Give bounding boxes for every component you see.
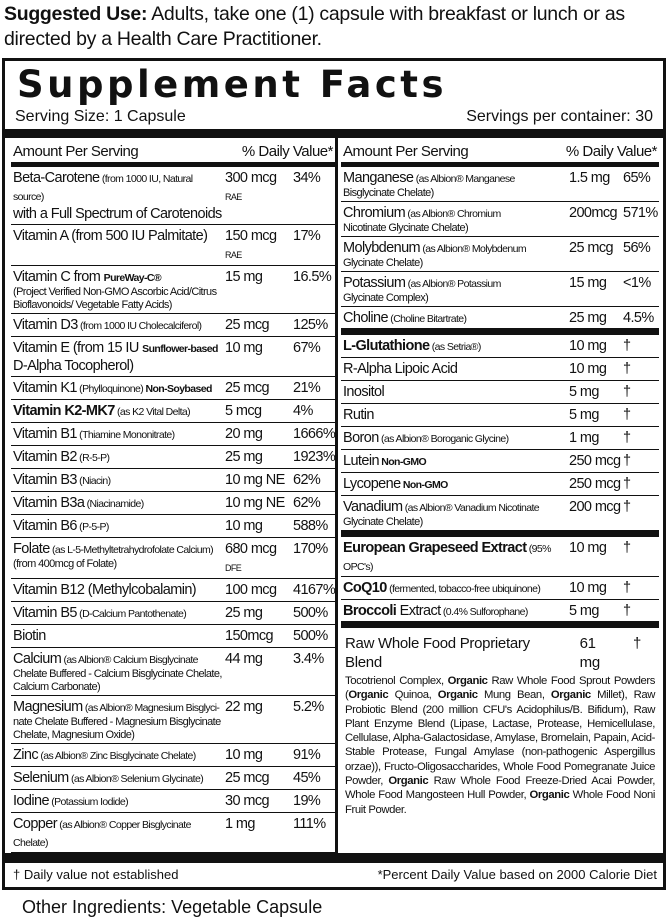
name-text: (from 1000 IU, Natural source)	[13, 173, 193, 203]
nutrient-row	[341, 307, 659, 335]
nutrient-name	[13, 169, 225, 223]
name-text: Vitamin B2	[13, 449, 77, 465]
name-text: Zinc	[13, 747, 38, 763]
name-text: (95% OPC's)	[343, 543, 551, 573]
amount-unit: RAE	[225, 250, 242, 260]
name-text: (from 500 IU Palmitate)	[67, 228, 208, 244]
panel-title: Supplement Facts	[17, 63, 448, 106]
name-text: Copper	[13, 816, 57, 832]
daily-value: 91%	[293, 747, 321, 763]
column-header	[341, 140, 659, 162]
nutrient-row	[341, 237, 659, 272]
amount: 25 mcg	[225, 770, 269, 786]
amount-header: Amount Per Serving	[343, 142, 469, 160]
daily-value: 62%	[293, 472, 321, 488]
daily-value: †	[623, 476, 631, 492]
ingredient-text: Millet), Raw Probiotic Blend (200 million CFU's Acidophilus/B. Bifidum), Raw Plant Enzyme Blend (Lipase, Lactase, Protease, Hemicellulase, Cellulase, Alpha-Galactosidase, Amylase, Bromelain, Papain, Acid-Stable Protease, Fungal Amylase (non-pathogenic Aspergillus orzae)), Fructo-Oligosaccharides, Whole Food Pomegranate Juice Powder,	[345, 689, 655, 788]
nutrient-name	[343, 475, 569, 493]
daily-value: 588%	[293, 518, 328, 534]
name-text: Vitamin B1	[13, 426, 77, 442]
ingredient-text: Raw Whole Food Freeze-Dried Acai Powder, Whole Food Mangosteen Hull Powder,	[345, 775, 656, 802]
name-text: Non-Soybased	[145, 383, 212, 395]
nutrient-name	[13, 540, 225, 571]
amount: 300 mcg RAE	[225, 170, 277, 202]
nutrient-name	[343, 239, 569, 270]
nutrient-row	[341, 450, 659, 473]
amount: 30 mcg	[225, 793, 269, 809]
name-line: with a Full Spectrum of Carotenoids	[13, 206, 222, 222]
nutrient-columns	[5, 138, 663, 853]
name-text: Non-GMO	[378, 456, 427, 468]
nutrient-row	[11, 423, 335, 446]
amount-header: Amount Per Serving	[13, 142, 139, 160]
nutrient-name	[13, 494, 225, 512]
daily-value: 62%	[293, 495, 321, 511]
nutrient-row	[11, 648, 335, 696]
daily-value: 571%	[623, 205, 658, 221]
name-text: CoQ10	[343, 580, 387, 596]
amount: 680 mcg DFE	[225, 541, 277, 573]
name-text: Calcium	[13, 651, 62, 667]
amount: 10 mg	[225, 747, 263, 763]
nutrient-row	[341, 167, 659, 202]
amount: 250 mcg	[569, 453, 621, 469]
name-text: from	[70, 269, 104, 285]
serving-line	[5, 107, 663, 127]
nutrient-row	[341, 600, 659, 628]
nutrient-name	[13, 815, 225, 851]
nutrient-row	[341, 381, 659, 404]
name-text: (as Albion® Selenium Glycinate)	[68, 773, 204, 785]
nutrient-row	[11, 744, 335, 767]
ingredient-text: Organic	[348, 689, 389, 702]
name-text: (fermented, tobacco-free ubiquinone)	[386, 583, 541, 595]
name-text: (as Albion® Zinc Bisglycinate Chelate)	[38, 750, 196, 762]
nutrient-name	[343, 579, 569, 597]
amount: 15 mg	[225, 269, 263, 285]
nutrient-row	[11, 602, 335, 625]
amount: 200mcg	[569, 205, 617, 221]
divider-bar	[5, 853, 663, 863]
nutrient-row	[341, 473, 659, 496]
name-text: Broccoli	[343, 603, 397, 619]
daily-value: 34%	[293, 170, 321, 186]
nutrient-row	[11, 767, 335, 790]
ingredient-text: Whole Food Noni Fruit Powder.	[345, 789, 655, 816]
nutrient-row	[11, 314, 335, 337]
footnotes	[5, 863, 663, 887]
amount: 200 mcg	[569, 499, 621, 515]
proprietary-blend	[341, 628, 659, 823]
nutrient-name	[343, 406, 569, 424]
daily-value: †	[623, 580, 631, 596]
amount: 5 mg	[569, 407, 599, 423]
name-detail: (from 400mcg of Folate)	[13, 558, 117, 570]
daily-value: 500%	[293, 628, 328, 644]
amount: 150 mcg RAE	[225, 228, 277, 260]
name-text: Non-GMO	[400, 479, 448, 491]
daily-value: 67%	[293, 340, 321, 356]
name-text: L-Glutathione	[343, 338, 430, 354]
nutrient-row	[11, 377, 335, 400]
suggested-use	[0, 0, 668, 52]
ingredient-text: Organic	[388, 775, 429, 788]
blend-dv: †	[632, 635, 641, 652]
amount: 10 mg	[225, 518, 263, 534]
amount: 10 mg NE	[225, 472, 285, 488]
nutrient-row	[341, 272, 659, 307]
nutrient-row	[11, 167, 335, 225]
nutrient-name	[13, 227, 225, 245]
amount-unit: RAE	[225, 192, 242, 202]
right-nutrient-column	[341, 138, 659, 853]
daily-value: †	[623, 384, 631, 400]
nutrient-name	[13, 268, 225, 312]
nutrient-name	[343, 539, 569, 575]
name-text: Manganese	[343, 170, 414, 186]
nutrient-name	[343, 309, 569, 327]
dv-header: % Daily Value*	[241, 142, 333, 160]
nutrient-row	[341, 202, 659, 237]
name-text: Folate	[13, 541, 50, 557]
servings-per-container: Servings per container: 30	[466, 108, 653, 125]
amount: 10 mg	[569, 540, 607, 556]
nutrient-row	[11, 492, 335, 515]
nutrient-name	[343, 204, 569, 235]
amount: 1 mg	[225, 816, 255, 832]
name-text: (Choline Bitartrate)	[387, 313, 467, 325]
daily-value: 17%	[293, 228, 321, 244]
amount: 5 mcg	[225, 403, 262, 419]
amount: 15 mg	[569, 275, 607, 291]
amount: 44 mg	[225, 651, 263, 667]
nutrient-name	[13, 471, 225, 489]
name-text: Vitamin B5	[13, 605, 77, 621]
ingredient-text: Raw Whole Food Sprout Powders (	[345, 675, 655, 702]
name-text: Vitamin B12	[13, 582, 85, 598]
amount: 10 mg	[569, 361, 607, 377]
left-nutrient-column	[11, 138, 338, 853]
name-text: R-Alpha Lipoic Acid	[343, 361, 458, 377]
nutrient-name	[13, 425, 225, 443]
daily-value: †	[623, 603, 631, 619]
daily-value: 1923%	[293, 449, 336, 465]
name-text: (from 1000 IU Cholecalciferol)	[77, 320, 202, 332]
daily-value: †	[623, 430, 631, 446]
nutrient-row	[341, 427, 659, 450]
name-text: Vitamin K2-MK7	[13, 403, 115, 419]
name-text: Boron	[343, 430, 379, 446]
name-text: European Grapeseed Extract	[343, 540, 527, 556]
nutrient-row	[341, 537, 659, 577]
amount: 25 mg	[225, 449, 263, 465]
name-text: (as Albion® Potassium	[405, 278, 501, 290]
name-text: Vitamin B3a	[13, 495, 85, 511]
nutrient-name	[13, 746, 225, 764]
name-text: Vitamin E	[13, 340, 70, 356]
blend-name: Raw Whole Food Proprietary Blend	[345, 635, 530, 671]
nutrient-name	[13, 402, 225, 420]
nutrient-row	[11, 515, 335, 538]
name-detail: Glycinate Complex)	[343, 292, 429, 304]
nutrient-row	[11, 225, 335, 266]
nutrient-row	[11, 579, 335, 602]
nutrient-row	[341, 335, 659, 358]
name-text: Magnesium	[13, 699, 83, 715]
name-text: Vitamin D3	[13, 317, 78, 333]
name-text: Selenium	[13, 770, 69, 786]
name-text: (as K2 Vital Delta)	[114, 406, 191, 418]
name-text: Rutin	[343, 407, 374, 423]
nutrient-name	[343, 360, 569, 378]
name-detail: Chelate Buffered - Calcium Bisglycinate Chelate, Calcium Carbonate)	[13, 668, 222, 693]
name-text: Vitamin B3	[13, 472, 77, 488]
daily-value: 45%	[293, 770, 321, 786]
amount: 10 mg	[569, 338, 607, 354]
nutrient-name	[13, 627, 225, 645]
ingredient-text: Organic	[437, 689, 478, 702]
name-text: (Thiamine Mononitrate)	[76, 429, 175, 441]
name-text: Potassium	[343, 275, 406, 291]
name-text: (R-5-P)	[76, 452, 110, 464]
amount: 100 mcg	[225, 582, 277, 598]
name-detail: Nicotinate Glycinate Chelate)	[343, 222, 469, 234]
name-text: (as Albion® Molybdenum	[420, 243, 527, 255]
name-detail: nate Chelate Buffered - Magnesium Bisglycinate Chelate, Magnesium Oxide)	[13, 716, 221, 741]
daily-value: 16.5%	[293, 269, 332, 285]
daily-value: 111%	[293, 816, 326, 832]
name-text: (Niacin)	[76, 475, 111, 487]
daily-value: †	[623, 453, 631, 469]
nutrient-row	[11, 625, 335, 648]
serving-size: Serving Size: 1 Capsule	[15, 108, 186, 125]
name-text: (as Albion® Chromium	[405, 208, 501, 220]
nutrient-row	[11, 337, 335, 377]
name-text: Vitamin C	[13, 269, 71, 285]
daily-value: †	[623, 540, 631, 556]
nutrient-name	[343, 337, 569, 355]
name-text: Beta-Carotene	[13, 170, 100, 186]
divider-bar	[5, 129, 663, 138]
nutrient-name	[343, 452, 569, 470]
daily-value: 19%	[293, 793, 321, 809]
name-text: Sunflower-based	[142, 343, 218, 355]
nutrient-row	[341, 577, 659, 600]
amount-unit: DFE	[225, 563, 242, 573]
name-text: (0.4% Sulforophane)	[440, 606, 528, 618]
amount: 150mcg	[225, 628, 273, 644]
name-text: (as Albion® Vanadium Nicotinate	[402, 502, 540, 514]
amount: 1.5 mg	[569, 170, 610, 186]
name-text: Lycopene	[343, 476, 401, 492]
name-text: (as Setria®)	[429, 341, 481, 353]
name-text: Lutein	[343, 453, 379, 469]
daily-value: †	[623, 338, 631, 354]
nutrient-name	[13, 698, 225, 742]
daily-value: †	[623, 361, 631, 377]
name-detail: Glycinate Chelate)	[343, 516, 423, 528]
ingredient-text: Tocotrienol Complex,	[345, 675, 448, 687]
name-text: (P-5-P)	[76, 521, 109, 533]
dv-header: % Daily Value*	[565, 142, 657, 160]
nutrient-name	[343, 429, 569, 447]
blend-amount: 61 mg	[579, 635, 600, 671]
nutrient-row	[341, 358, 659, 381]
left-rows	[11, 167, 335, 853]
nutrient-name	[13, 650, 225, 694]
name-text: Molybdenum	[343, 240, 421, 256]
nutrient-name	[13, 316, 225, 334]
amount: 250 mcg	[569, 476, 621, 492]
nutrient-name	[13, 517, 225, 535]
daily-value: †	[623, 407, 631, 423]
nutrient-row	[341, 496, 659, 537]
name-text: (as Albion® Manganese	[413, 173, 515, 185]
nutrient-row	[341, 404, 659, 427]
amount: 22 mg	[225, 699, 263, 715]
nutrient-name	[343, 602, 569, 620]
nutrient-name	[343, 169, 569, 200]
nutrient-name	[13, 379, 225, 397]
ingredient-text: Organic	[447, 675, 488, 687]
daily-value: 3.4%	[293, 651, 324, 667]
daily-value: 5.2%	[293, 699, 324, 715]
name-text: (D-Calcium Pantothenate)	[76, 608, 187, 620]
name-text: Vitamin B6	[13, 518, 77, 534]
name-text: Choline	[343, 310, 388, 326]
nutrient-row	[11, 266, 335, 314]
amount: 20 mg	[225, 426, 263, 442]
suggested-use-label: Suggested Use:	[4, 3, 148, 25]
name-line: D-Alpha Tocopherol)	[13, 358, 134, 374]
daily-value: 4.5%	[623, 310, 654, 326]
amount: 10 mg	[225, 340, 263, 356]
daily-value: 500%	[293, 605, 328, 621]
name-text: (Niacinamide)	[84, 498, 144, 510]
daily-value: 21%	[293, 380, 321, 396]
nutrient-name	[13, 581, 225, 599]
percent-footnote: *Percent Daily Value based on 2000 Calorie Diet	[377, 867, 657, 882]
blend-ingredients	[345, 674, 655, 817]
daily-value: 170%	[293, 541, 328, 557]
name-text: Iodine	[13, 793, 49, 809]
nutrient-row	[11, 446, 335, 469]
supplement-facts-panel	[2, 58, 666, 890]
amount: 10 mg	[569, 580, 607, 596]
amount: 25 mg	[225, 605, 263, 621]
right-rows	[341, 167, 659, 628]
name-text: (as Albion® Copper Bisglycinate Chelate)	[13, 819, 191, 849]
ingredient-text: Quinoa,	[388, 689, 438, 702]
name-text: (as Albion® Magnesium Bisglyci-	[82, 702, 220, 714]
name-text: PureWay-C®	[103, 272, 162, 284]
nutrient-row	[11, 813, 335, 853]
daily-value: 65%	[623, 170, 651, 186]
amount: 5 mg	[569, 384, 599, 400]
name-text: (from 15 IU	[69, 340, 143, 356]
name-text: (as L-5-Methyltetrahydrofolate Calcium)	[49, 544, 214, 556]
name-text: Vitamin A	[13, 228, 68, 244]
name-text: (Methylcobalamin)	[84, 582, 197, 598]
nutrient-row	[11, 790, 335, 813]
ingredient-text: Organic	[529, 789, 570, 802]
amount: 5 mg	[569, 603, 599, 619]
nutrient-name	[13, 604, 225, 622]
ingredient-text: Mung Bean,	[477, 689, 551, 702]
name-text: Vanadium	[343, 499, 403, 515]
nutrient-row	[11, 469, 335, 492]
daily-value: 4%	[293, 403, 313, 419]
nutrient-name	[13, 792, 225, 810]
daily-value: <1%	[623, 275, 651, 291]
name-text: (Phylloquinone)	[76, 383, 146, 395]
nutrient-name	[343, 383, 569, 401]
name-detail: Glycinate Chelate)	[343, 257, 423, 269]
name-text: (as Albion® Calcium Bisglycinate	[61, 654, 198, 666]
nutrient-name	[13, 769, 225, 787]
dagger-footnote: † Daily value not established	[13, 867, 179, 882]
daily-value: 4167%	[293, 582, 336, 598]
daily-value: †	[623, 499, 631, 515]
name-text: Vitamin K1	[13, 380, 77, 396]
name-detail: Bisglycinate Chelate)	[343, 187, 434, 199]
amount: 25 mcg	[225, 317, 269, 333]
nutrient-name	[13, 339, 225, 375]
nutrient-name	[343, 274, 569, 305]
nutrient-name	[13, 448, 225, 466]
daily-value: 125%	[293, 317, 328, 333]
daily-value: 56%	[623, 240, 651, 256]
nutrient-row	[11, 696, 335, 744]
amount: 25 mcg	[225, 380, 269, 396]
suggested-use-text: Adults, take one (1) capsule with breakfast or lunch or as directed by a Health Care Practitioner.	[4, 3, 625, 50]
name-detail: (Project Verified Non-GMO Ascorbic Acid/Citrus Bioflavonoids/ Vegetable Fatty Acids)	[13, 286, 217, 311]
amount: 25 mg	[569, 310, 607, 326]
nutrient-name	[343, 498, 569, 529]
amount: 10 mg NE	[225, 495, 285, 511]
amount: 25 mcg	[569, 240, 613, 256]
name-text: Chromium	[343, 205, 406, 221]
amount: 1 mg	[569, 430, 599, 446]
nutrient-row	[11, 538, 335, 579]
name-text: (Potassium Iodide)	[48, 796, 128, 808]
ingredient-text: Organic	[550, 689, 591, 702]
name-text: Inositol	[343, 384, 385, 400]
other-ingredients: Other Ingredients: Vegetable Capsule	[22, 897, 323, 917]
name-text: (as Albion® Boroganic Glycine)	[378, 433, 509, 445]
nutrient-row	[11, 400, 335, 423]
daily-value: 1666%	[293, 426, 336, 442]
column-header	[11, 140, 335, 162]
name-text: Biotin	[13, 628, 46, 644]
name-text: Extract	[396, 603, 441, 619]
